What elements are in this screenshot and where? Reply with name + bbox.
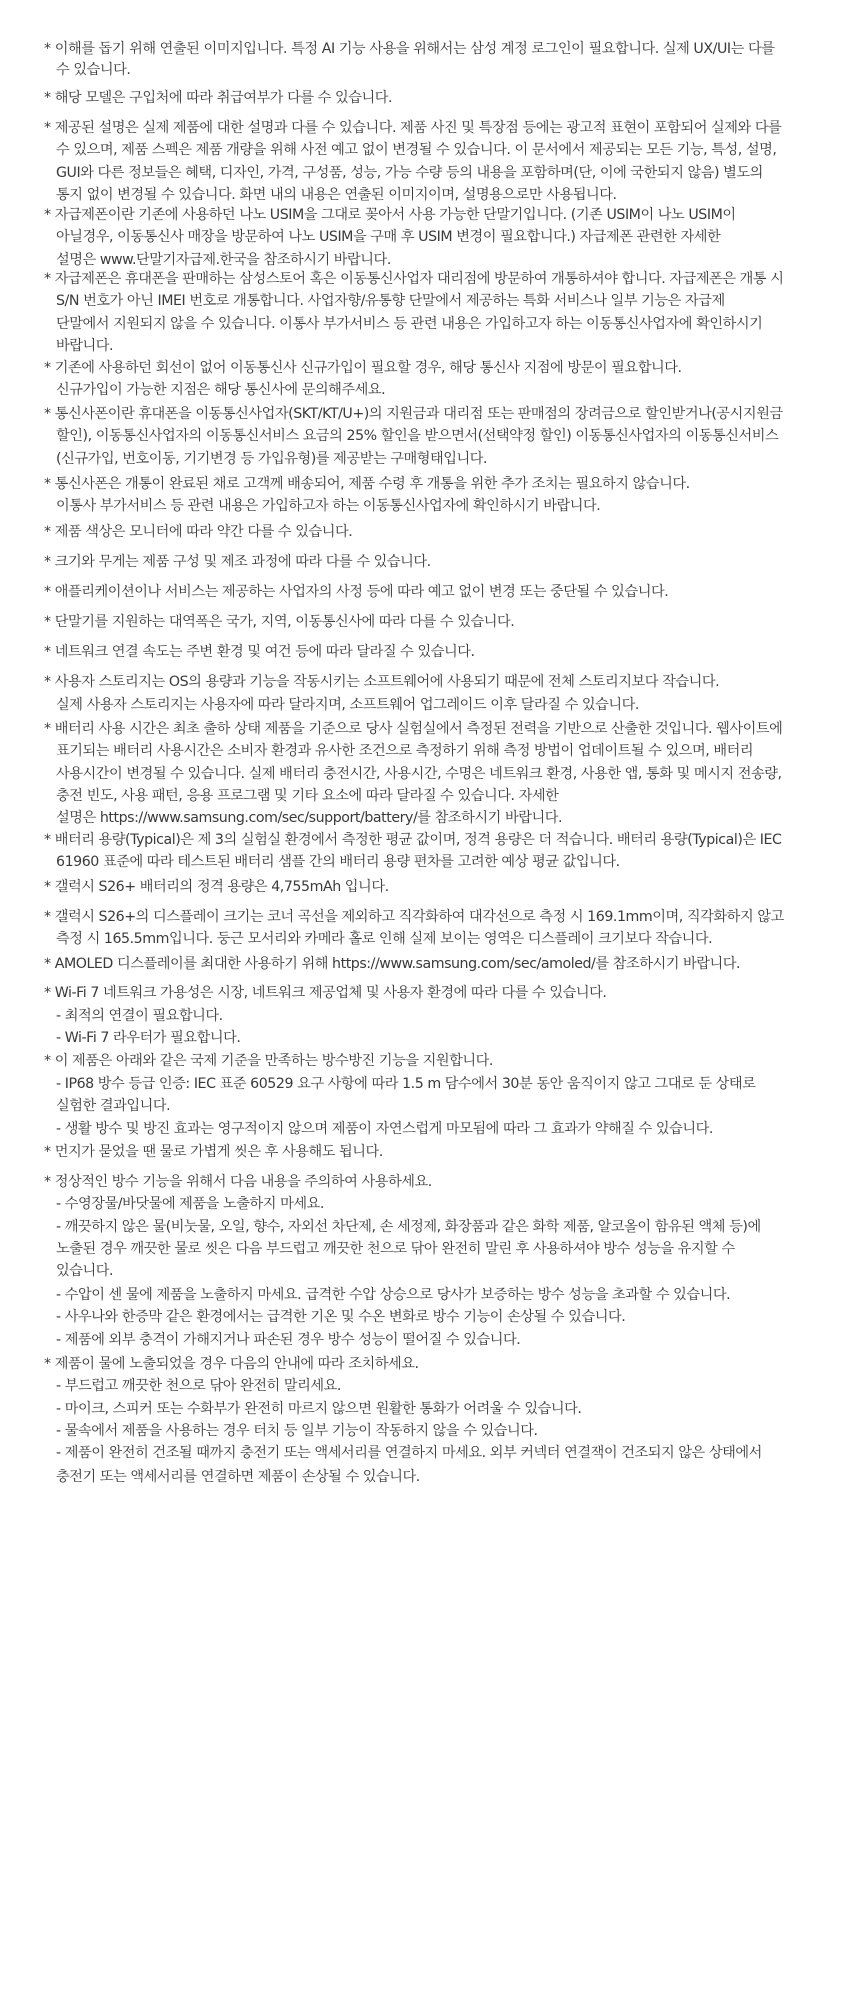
note-sub-item: - 깨끗하지 않은 물(비눗물, 오일, 향수, 자외선 차단제, 손 세정제, 화장품과 같은 화학 제품, 알코올이 함유된 액체 등)에 — [56, 1219, 761, 1235]
note-line: 노출된 경우 깨끗한 물로 씻은 다음 부드럽고 깨끗한 천으로 닦아 완전히 말린 후 사용하셔야 방수 성능을 유지할 수 — [56, 1241, 735, 1257]
note-line: 있습니다. — [56, 1263, 114, 1279]
note-line: 설명은 https://www.samsung.com/sec/support/battery/를 참조하시기 바랍니다. — [56, 810, 563, 826]
note-line: 할인), 이동통신사업자의 이동통신서비스 요금의 25% 할인을 받으면서(선택약정 할인) 이동통신사업자의 이동통신서비스 — [56, 428, 779, 444]
note-line: 충전 빈도, 사용 패턴, 응용 프로그램 및 기타 요소에 따라 달라질 수 있습니다. 자세한 — [56, 788, 559, 804]
note-line: * 제공된 설명은 실제 제품에 대한 설명과 다를 수 있습니다. 제품 사진 및 특장점 등에는 광고적 표현이 포함되어 실제와 다를 — [44, 120, 782, 136]
note-sub-item: - 수영장물/바닷물에 제품을 노출하지 마세요. — [56, 1196, 324, 1212]
note-line: * 먼지가 묻었을 땐 물로 가볍게 씻은 후 사용해도 됩니다. — [44, 1144, 383, 1160]
note-line: 실험한 결과입니다. — [56, 1098, 171, 1114]
note-line: * 갤럭시 S26+ 배터리의 정격 용량은 4,755mAh 입니다. — [44, 879, 389, 895]
note-line: S/N 번호가 아닌 IMEI 번호로 개통합니다. 사업자향/유통향 단말에서 제공하는 특화 서비스나 일부 기능은 자급제 — [56, 293, 725, 309]
note-sub-item: - 수압이 센 물에 제품을 노출하지 마세요. 급격한 수압 상승으로 당사가 보증하는 방수 성능을 초과할 수 있습니다. — [56, 1287, 731, 1303]
note-line: * 이 제품은 아래와 같은 국제 기준을 만족하는 방수방진 기능을 지원합니다. — [44, 1053, 493, 1069]
note-line: 61960 표준에 따라 테스트된 배터리 샘플 간의 배터리 용량 편차를 고려한 예상 평균 값입니다. — [56, 854, 620, 870]
note-line: 이통사 부가서비스 등 관련 내용은 가입하고자 하는 이동통신사업자에 확인하시기 바랍니다. — [56, 498, 601, 514]
note-line: * 애플리케이션이나 서비스는 제공하는 사업자의 사정 등에 따라 예고 없이 변경 또는 중단될 수 있습니다. — [44, 584, 669, 600]
note-sub-item: - 생활 방수 및 방진 효과는 영구적이지 않으며 제품이 자연스럽게 마모됨에 따라 그 효과가 약해질 수 있습니다. — [56, 1121, 713, 1137]
note-line: 실제 사용자 스토리지는 사용자에 따라 달라지며, 소프트웨어 업그레이드 이후 달라질 수 있습니다. — [56, 697, 639, 713]
note-line: 수 있습니다. — [56, 62, 131, 78]
note-line: 설명은 www.단말기자급제.한국을 참조하시기 바랍니다. — [56, 252, 391, 268]
note-line: * 해당 모델은 구입처에 따라 취급여부가 다를 수 있습니다. — [44, 90, 393, 106]
note-sub-item: - 최적의 연결이 필요합니다. — [56, 1008, 223, 1024]
note-sub-item: - IP68 방수 등급 인증: IEC 표준 60529 요구 사항에 따라 1.5 m 담수에서 30분 동안 움직이지 않고 그대로 둔 상태로 — [56, 1076, 756, 1092]
note-line: * 이해를 돕기 위해 연출된 이미지입니다. 특정 AI 기능 사용을 위해서는 삼성 계정 로그인이 필요합니다. 실제 UX/UI는 다를 — [44, 41, 775, 57]
note-sub-item: - 제품에 외부 충격이 가해지거나 파손된 경우 방수 성능이 떨어질 수 있습니다. — [56, 1332, 521, 1348]
note-line: * AMOLED 디스플레이를 최대한 사용하기 위해 https://www.samsung.com/sec/amoled/를 참조하시기 바랍니다. — [44, 956, 741, 972]
note-line: * 네트워크 연결 속도는 주변 환경 및 여건 등에 따라 달라질 수 있습니다. — [44, 644, 475, 660]
note-sub-item: - 물속에서 제품을 사용하는 경우 터치 등 일부 기능이 작동하지 않을 수 있습니다. — [56, 1423, 538, 1439]
note-line: 표기되는 배터리 사용시간은 소비자 환경과 유사한 조건으로 측정하기 위해 측정 방법이 업데이트될 수 있으며, 배터리 — [56, 743, 754, 759]
note-line: * 배터리 용량(Typical)은 제 3의 실험실 환경에서 측정한 평균 값이며, 정격 용량은 더 적습니다. 배터리 용량(Typical)은 IEC — [44, 832, 782, 848]
note-line: * 자급제폰은 휴대폰을 판매하는 삼성스토어 혹은 이동통신사업자 대리점에 방문하여 개통하셔야 합니다. 자급제폰은 개통 시 — [44, 271, 784, 287]
note-line: * 통신사폰이란 휴대폰을 이동통신사업자(SKT/KT/U+)의 지원금과 대리점 또는 판매점의 장려금으로 할인받거나(공시지원금 — [44, 406, 783, 422]
note-line: 측정 시 165.5mm입니다. 둥근 모서리와 카메라 홀로 인해 실제 보이는 영역은 디스플레이 크기보다 작습니다. — [56, 931, 713, 947]
note-line: * 배터리 사용 시간은 최초 출하 상태 제품을 기준으로 당사 실험실에서 측정된 전력을 기반으로 산출한 것입니다. 웹사이트에 — [44, 721, 783, 737]
note-line: * 정상적인 방수 기능을 위해서 다음 내용을 주의하여 사용하세요. — [44, 1174, 432, 1190]
note-sub-item: - 부드럽고 깨끗한 천으로 닦아 완전히 말리세요. — [56, 1378, 341, 1394]
note-line: 사용시간이 변경될 수 있습니다. 실제 배터리 충전시간, 사용시간, 수명은 네트워크 환경, 사용한 앱, 통화 및 메시지 전송량, — [56, 766, 782, 782]
note-line: 바랍니다. — [56, 338, 114, 354]
note-line: 수 있으며, 제품 스펙은 제품 개량을 위해 사전 예고 없이 변경될 수 있습니다. 이 문서에서 제공되는 모든 기능, 특성, 설명, — [56, 142, 777, 158]
note-sub-item: - 제품이 완전히 건조될 때까지 충전기 또는 액세서리를 연결하지 마세요. 외부 커넥터 연결잭이 건조되지 않은 상태에서 — [56, 1445, 762, 1461]
note-line: * 통신사폰은 개통이 완료된 채로 고객께 배송되어, 제품 수령 후 개통을 위한 추가 조치는 필요하지 않습니다. — [44, 476, 690, 492]
note-line: * 사용자 스토리지는 OS의 용량과 기능을 작동시키는 소프트웨어에 사용되기 때문에 전체 스토리지보다 작습니다. — [44, 674, 720, 690]
note-line: * 자급제폰이란 기존에 사용하던 나노 USIM을 그대로 꽂아서 사용 가능한 단말기입니다. (기존 USIM이 나노 USIM이 — [44, 207, 736, 223]
note-line: * 크기와 무게는 제품 구성 및 제조 과정에 따라 다를 수 있습니다. — [44, 554, 431, 570]
note-line: 통지 없이 변경될 수 있습니다. 화면 내의 내용은 연출된 이미지이며, 설명용으로만 사용됩니다. — [56, 187, 617, 203]
note-line: * 제품 색상은 모니터에 따라 약간 다를 수 있습니다. — [44, 524, 353, 540]
note-sub-item: - 사우나와 한증막 같은 환경에서는 급격한 기온 및 수온 변화로 방수 기능이 손상될 수 있습니다. — [56, 1309, 626, 1325]
note-line: GUI와 다른 정보들은 혜택, 디자인, 가격, 구성품, 성능, 가능 수량 등의 내용을 포함하며(단, 이에 국한되지 않음) 별도의 — [56, 165, 763, 181]
note-line: * 기존에 사용하던 회선이 없어 이동통신사 신규가입이 필요할 경우, 해당 통신사 지점에 방문이 필요합니다. — [44, 360, 682, 376]
note-line: (신규가입, 번호이동, 기기변경 등 가입유형)를 제공받는 구매형태입니다. — [56, 451, 488, 467]
note-line: * 갤럭시 S26+의 디스플레이 크기는 코너 곡선을 제외하고 직각화하여 대각선으로 측정 시 169.1mm이며, 직각화하지 않고 — [44, 909, 784, 925]
note-line: 충전기 또는 액세서리를 연결하면 제품이 손상될 수 있습니다. — [56, 1469, 420, 1485]
note-line: 신규가입이 가능한 지점은 해당 통신사에 문의해주세요. — [56, 382, 386, 398]
note-sub-item: - Wi-Fi 7 라우터가 필요합니다. — [56, 1030, 241, 1046]
note-sub-item: - 마이크, 스피커 또는 수화부가 완전히 마르지 않으면 원활한 통화가 어려울 수 있습니다. — [56, 1401, 582, 1417]
note-line: 아닐경우, 이동통신사 매장을 방문하여 나노 USIM을 구매 후 USIM 변경이 필요합니다.) 자급제폰 관련한 자세한 — [56, 229, 721, 245]
note-line: * 단말기를 지원하는 대역폭은 국가, 지역, 이동통신사에 따라 다를 수 있습니다. — [44, 614, 515, 630]
note-line: * Wi-Fi 7 네트워크 가용성은 시장, 네트워크 제공업체 및 사용자 환경에 따라 다를 수 있습니다. — [44, 985, 607, 1001]
note-line: 단말에서 지원되지 않을 수 있습니다. 이통사 부가서비스 등 관련 내용은 가입하고자 하는 이동통신사업자에 확인하시기 — [56, 316, 763, 332]
note-line: * 제품이 물에 노출되었을 경우 다음의 안내에 따라 조치하세요. — [44, 1356, 419, 1372]
